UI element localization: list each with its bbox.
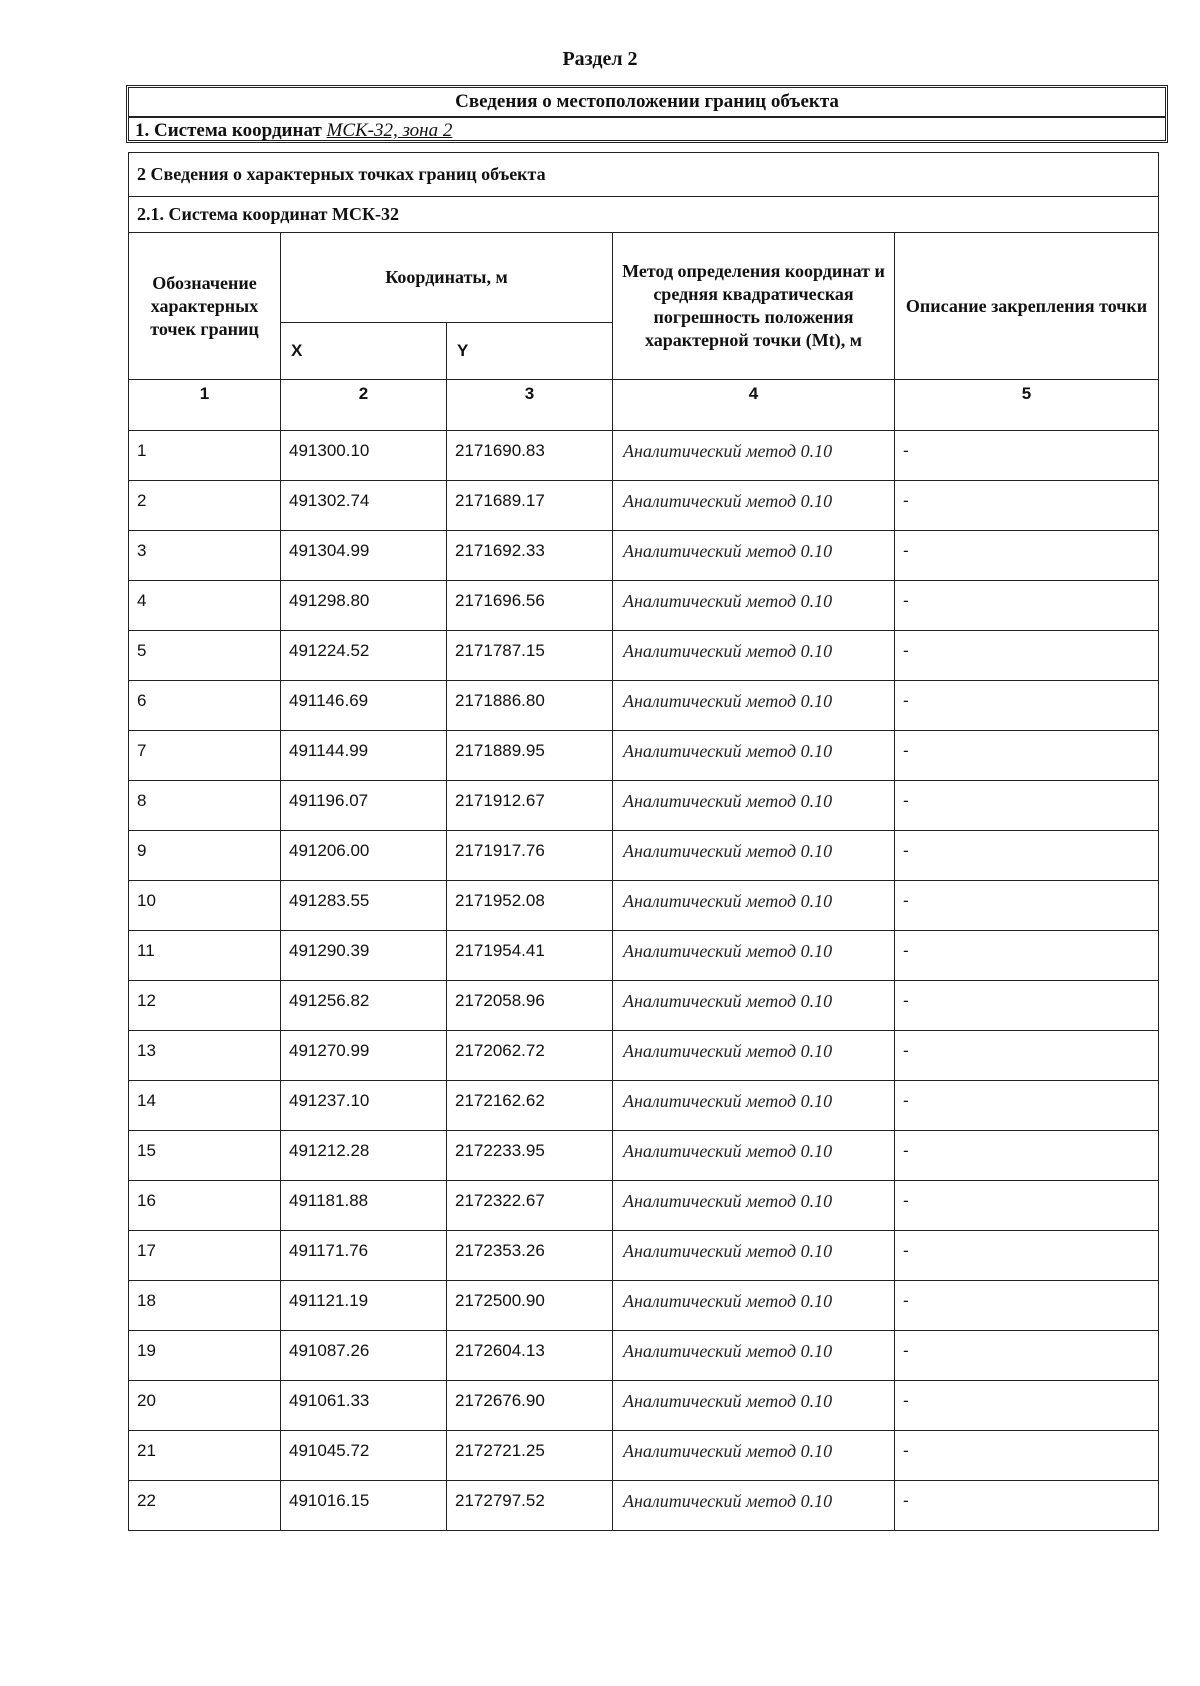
y-coordinate: 2172162.62: [447, 1081, 613, 1131]
method-cell: Аналитический метод 0.10: [613, 631, 895, 681]
table-row: [129, 781, 1159, 831]
section2-title-row: [129, 153, 1159, 197]
header-row-1: [129, 233, 1159, 323]
x-coordinate: 491206.00: [281, 831, 447, 881]
description-cell: -: [895, 481, 1159, 531]
x-coordinate: 491290.39: [281, 931, 447, 981]
description-cell: -: [895, 431, 1159, 481]
point-number: 16: [129, 1181, 281, 1231]
x-coordinate: 491302.74: [281, 481, 447, 531]
table-row: [129, 1231, 1159, 1281]
method-cell: Аналитический метод 0.10: [613, 681, 895, 731]
description-cell: -: [895, 1281, 1159, 1331]
method-cell: Аналитический метод 0.10: [613, 981, 895, 1031]
method-cell: Аналитический метод 0.10: [613, 1481, 895, 1531]
header-method: Метод определения координат и средняя квадратическая погрешность положения характерной точки (Mt), м: [613, 233, 895, 380]
point-number: 19: [129, 1331, 281, 1381]
header-y: Y: [447, 323, 613, 380]
coord-system-value: МСК-32, зона 2: [326, 120, 453, 141]
point-number: 9: [129, 831, 281, 881]
y-coordinate: 2172058.96: [447, 981, 613, 1031]
description-cell: -: [895, 981, 1159, 1031]
table-row: [129, 1331, 1159, 1381]
table-row: [129, 931, 1159, 981]
x-coordinate: 491304.99: [281, 531, 447, 581]
table-row: [129, 1181, 1159, 1231]
method-cell: Аналитический метод 0.10: [613, 1381, 895, 1431]
description-cell: -: [895, 831, 1159, 881]
coord-system-line: [129, 118, 1165, 144]
y-coordinate: 2171886.80: [447, 681, 613, 731]
header-desc: Описание закрепления точки: [895, 233, 1159, 380]
point-number: 3: [129, 531, 281, 581]
points-table: [128, 152, 1159, 1531]
description-cell: -: [895, 1431, 1159, 1481]
table-row: [129, 531, 1159, 581]
x-coordinate: 491061.33: [281, 1381, 447, 1431]
point-number: 5: [129, 631, 281, 681]
point-number: 18: [129, 1281, 281, 1331]
y-coordinate: 2171917.76: [447, 831, 613, 881]
point-number: 12: [129, 981, 281, 1031]
table-row: [129, 1131, 1159, 1181]
y-coordinate: 2172721.25: [447, 1431, 613, 1481]
table-row: [129, 1081, 1159, 1131]
section2-subtitle-row: [129, 197, 1159, 233]
table-row: [129, 1031, 1159, 1081]
point-number: 22: [129, 1481, 281, 1531]
y-coordinate: 2172797.52: [447, 1481, 613, 1531]
method-cell: Аналитический метод 0.10: [613, 931, 895, 981]
table-row: [129, 981, 1159, 1031]
table-row: [129, 481, 1159, 531]
method-cell: Аналитический метод 0.10: [613, 1231, 895, 1281]
method-cell: Аналитический метод 0.10: [613, 431, 895, 481]
y-coordinate: 2171954.41: [447, 931, 613, 981]
y-coordinate: 2172676.90: [447, 1381, 613, 1431]
method-cell: Аналитический метод 0.10: [613, 1331, 895, 1381]
y-coordinate: 2171787.15: [447, 631, 613, 681]
y-coordinate: 2172062.72: [447, 1031, 613, 1081]
method-cell: Аналитический метод 0.10: [613, 581, 895, 631]
table-row: [129, 681, 1159, 731]
x-coordinate: 491087.26: [281, 1331, 447, 1381]
col-number: 2: [281, 380, 447, 431]
y-coordinate: 2171889.95: [447, 731, 613, 781]
x-coordinate: 491298.80: [281, 581, 447, 631]
x-coordinate: 491283.55: [281, 881, 447, 931]
x-coordinate: 491146.69: [281, 681, 447, 731]
coord-system-label: 1. Система координат: [135, 120, 327, 141]
point-number: 11: [129, 931, 281, 981]
method-cell: Аналитический метод 0.10: [613, 781, 895, 831]
y-coordinate: 2171690.83: [447, 431, 613, 481]
description-cell: -: [895, 1131, 1159, 1181]
point-number: 10: [129, 881, 281, 931]
y-coordinate: 2172500.90: [447, 1281, 613, 1331]
table-row: [129, 831, 1159, 881]
table-row: [129, 731, 1159, 781]
section2-subtitle: 2.1. Система координат МСК-32: [129, 197, 1159, 233]
y-coordinate: 2172604.13: [447, 1331, 613, 1381]
y-coordinate: 2171696.56: [447, 581, 613, 631]
y-coordinate: 2172233.95: [447, 1131, 613, 1181]
description-cell: -: [895, 531, 1159, 581]
col-number: 1: [129, 380, 281, 431]
x-coordinate: 491224.52: [281, 631, 447, 681]
description-cell: -: [895, 1331, 1159, 1381]
table-row: [129, 881, 1159, 931]
col-number-row: [129, 380, 1159, 431]
description-cell: -: [895, 931, 1159, 981]
table-row: [129, 431, 1159, 481]
method-cell: Аналитический метод 0.10: [613, 881, 895, 931]
method-cell: Аналитический метод 0.10: [613, 1031, 895, 1081]
x-coordinate: 491212.28: [281, 1131, 447, 1181]
x-coordinate: 491016.15: [281, 1481, 447, 1531]
y-coordinate: 2172322.67: [447, 1181, 613, 1231]
table-row: [129, 1381, 1159, 1431]
header-point: Обозначение характерных точек границ: [129, 233, 281, 380]
description-cell: -: [895, 731, 1159, 781]
method-cell: Аналитический метод 0.10: [613, 1081, 895, 1131]
description-cell: -: [895, 1481, 1159, 1531]
point-number: 14: [129, 1081, 281, 1131]
point-number: 4: [129, 581, 281, 631]
description-cell: -: [895, 681, 1159, 731]
description-cell: -: [895, 1181, 1159, 1231]
method-cell: Аналитический метод 0.10: [613, 731, 895, 781]
description-cell: -: [895, 1031, 1159, 1081]
x-coordinate: 491237.10: [281, 1081, 447, 1131]
x-coordinate: 491300.10: [281, 431, 447, 481]
point-number: 1: [129, 431, 281, 481]
table-row: [129, 1431, 1159, 1481]
x-coordinate: 491121.19: [281, 1281, 447, 1331]
description-cell: -: [895, 1381, 1159, 1431]
x-coordinate: 491196.07: [281, 781, 447, 831]
point-number: 13: [129, 1031, 281, 1081]
y-coordinate: 2171952.08: [447, 881, 613, 931]
point-number: 8: [129, 781, 281, 831]
method-cell: Аналитический метод 0.10: [613, 1281, 895, 1331]
table-row: [129, 631, 1159, 681]
description-cell: -: [895, 1081, 1159, 1131]
point-number: 17: [129, 1231, 281, 1281]
header-x: X: [281, 323, 447, 380]
point-number: 15: [129, 1131, 281, 1181]
method-cell: Аналитический метод 0.10: [613, 1431, 895, 1481]
y-coordinate: 2172353.26: [447, 1231, 613, 1281]
description-cell: -: [895, 581, 1159, 631]
table-row: [129, 1281, 1159, 1331]
x-coordinate: 491270.99: [281, 1031, 447, 1081]
y-coordinate: 2171689.17: [447, 481, 613, 531]
point-number: 7: [129, 731, 281, 781]
point-number: 6: [129, 681, 281, 731]
table-row: [129, 581, 1159, 631]
table-row: [129, 1481, 1159, 1531]
y-coordinate: 2171692.33: [447, 531, 613, 581]
description-cell: -: [895, 881, 1159, 931]
header-coords: Координаты, м: [281, 233, 613, 323]
x-coordinate: 491181.88: [281, 1181, 447, 1231]
section2-title: 2 Сведения о характерных точках границ объекта: [129, 153, 1159, 197]
col-number: 4: [613, 380, 895, 431]
col-number: 5: [895, 380, 1159, 431]
description-cell: -: [895, 631, 1159, 681]
x-coordinate: 491045.72: [281, 1431, 447, 1481]
description-cell: -: [895, 1231, 1159, 1281]
location-info-box: [126, 85, 1168, 143]
x-coordinate: 491171.76: [281, 1231, 447, 1281]
method-cell: Аналитический метод 0.10: [613, 1131, 895, 1181]
x-coordinate: 491256.82: [281, 981, 447, 1031]
point-number: 21: [129, 1431, 281, 1481]
y-coordinate: 2171912.67: [447, 781, 613, 831]
description-cell: -: [895, 781, 1159, 831]
point-number: 2: [129, 481, 281, 531]
method-cell: Аналитический метод 0.10: [613, 531, 895, 581]
method-cell: Аналитический метод 0.10: [613, 481, 895, 531]
x-coordinate: 491144.99: [281, 731, 447, 781]
section-title: Раздел 2: [562, 48, 638, 70]
method-cell: Аналитический метод 0.10: [613, 831, 895, 881]
method-cell: Аналитический метод 0.10: [613, 1181, 895, 1231]
col-number: 3: [447, 380, 613, 431]
location-info-title: Сведения о местоположении границ объекта: [129, 88, 1165, 118]
point-number: 20: [129, 1381, 281, 1431]
